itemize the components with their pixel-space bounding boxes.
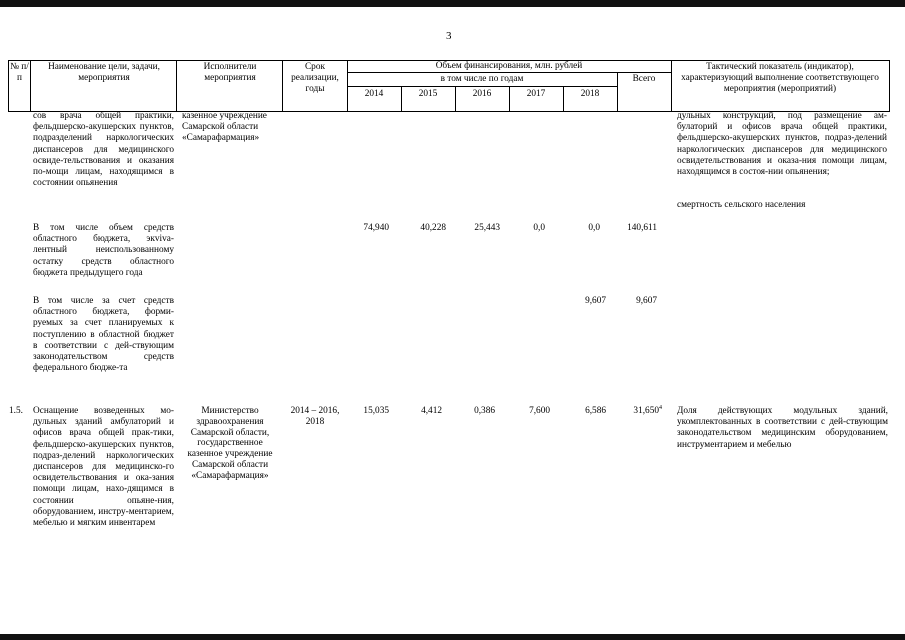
row-executor: Министерство здравоохранения Самарской области, государственное казенное учреждение Самарской области «Самарафармация»	[187, 406, 273, 481]
row-goal: В том числе объем средств областного бюджета, экviva-лентный неиспользованному остатку средств областного бюджета предыдущего года	[33, 223, 174, 278]
row-value-2016: 0,386	[474, 406, 495, 416]
row-value-2015: 4,412	[421, 406, 442, 416]
footnote-marker: 4	[659, 405, 662, 411]
header-goal: Наименование цели, задачи, мероприятия	[48, 62, 160, 83]
header-year-2015: 2015	[418, 89, 438, 99]
row-value-2018: 9,607	[585, 296, 606, 306]
header-term: Срок реализации, годы	[291, 62, 339, 94]
row-total: 140,611	[627, 223, 657, 233]
header-year-2014: 2014	[364, 89, 384, 99]
row-indicator: Доля действующих модульных зданий, укомплектованных в соответствии с дей-ствующим законодательством медицинским оборудованием, инструментарием и мебелью	[677, 406, 888, 450]
row-executor: казенное учреждение Самарской области «Самарафармация»	[182, 111, 267, 144]
row-total: 9,607	[636, 296, 657, 306]
row-value-2015: 40,228	[420, 223, 446, 233]
header-total: Всего	[632, 74, 656, 84]
page-number: 3	[446, 30, 452, 42]
row-indicator-extra: смертность сельского населения	[677, 200, 806, 210]
row-goal: В том числе за счет средств областного бюджета, форми-руемых за счет планируемых к поступлению в областной бюджет в соответствии с дей-ствующим законодательством средств федерального бюдже-та	[33, 296, 174, 374]
row-value-2018: 6,586	[585, 406, 606, 416]
row-indicator: дульных конструкций, под размещение ам-булаторий и офисов врача общей практики, фельдшерско-акушерских пунктов, подраз-делений наркологических диспансеров для медицинского освидетельствования и оказа-ния помощи лицам, находящимся в состоя-нии опьянения;	[677, 111, 887, 178]
header-indicator: Тактический показатель (индикатор), характеризующий выполнение соответствующего мероприятия (мероприятий)	[681, 62, 879, 94]
bottom-border	[0, 634, 905, 640]
row-goal: Оснащение возведенных мо-дульных зданий амбулаторий и офисов врача общей прак-тики, фельдшерско-акушерских пунктов, подраз-делений наркологических диспансеров для медицинско-го освидетельствования и ока-зания помощи лицам, нахо-дящимся в состоянии опьяне-ния, оборудованием, инстру-ментарием, мебелью и мягким инвентарем	[33, 406, 174, 529]
header-funding: Объем финансирования, млн. рублей	[435, 61, 583, 71]
row-value-2014: 15,035	[363, 406, 389, 416]
row-value-2014: 74,940	[363, 223, 389, 233]
header-executor: Исполнители мероприятия	[203, 62, 257, 83]
row-total-value: 31,650	[633, 406, 659, 416]
row-value-2017: 0,0	[533, 223, 545, 233]
row-value-2018: 0,0	[588, 223, 600, 233]
row-value-2016: 25,443	[474, 223, 500, 233]
header-year-2018: 2018	[580, 89, 600, 99]
header-year-2017: 2017	[526, 89, 546, 99]
row-total	[617, 406, 662, 417]
row-term: 2014 – 2016, 2018	[290, 406, 340, 427]
top-border	[0, 0, 905, 7]
row-goal: сов врача общей практики, фельдшерско-акушерских пунктов, подразделений наркологических диспансеров для медицинского освиде-тельствования и оказания по-мощи лицам, находящимся в состоянии опьянения	[33, 111, 174, 189]
row-value-2017: 7,600	[529, 406, 550, 416]
header-by-years: в том числе по годам	[440, 74, 524, 84]
header-year-2016: 2016	[472, 89, 492, 99]
row-num: 1.5.	[9, 406, 23, 416]
header-num: № п/п	[10, 62, 29, 83]
